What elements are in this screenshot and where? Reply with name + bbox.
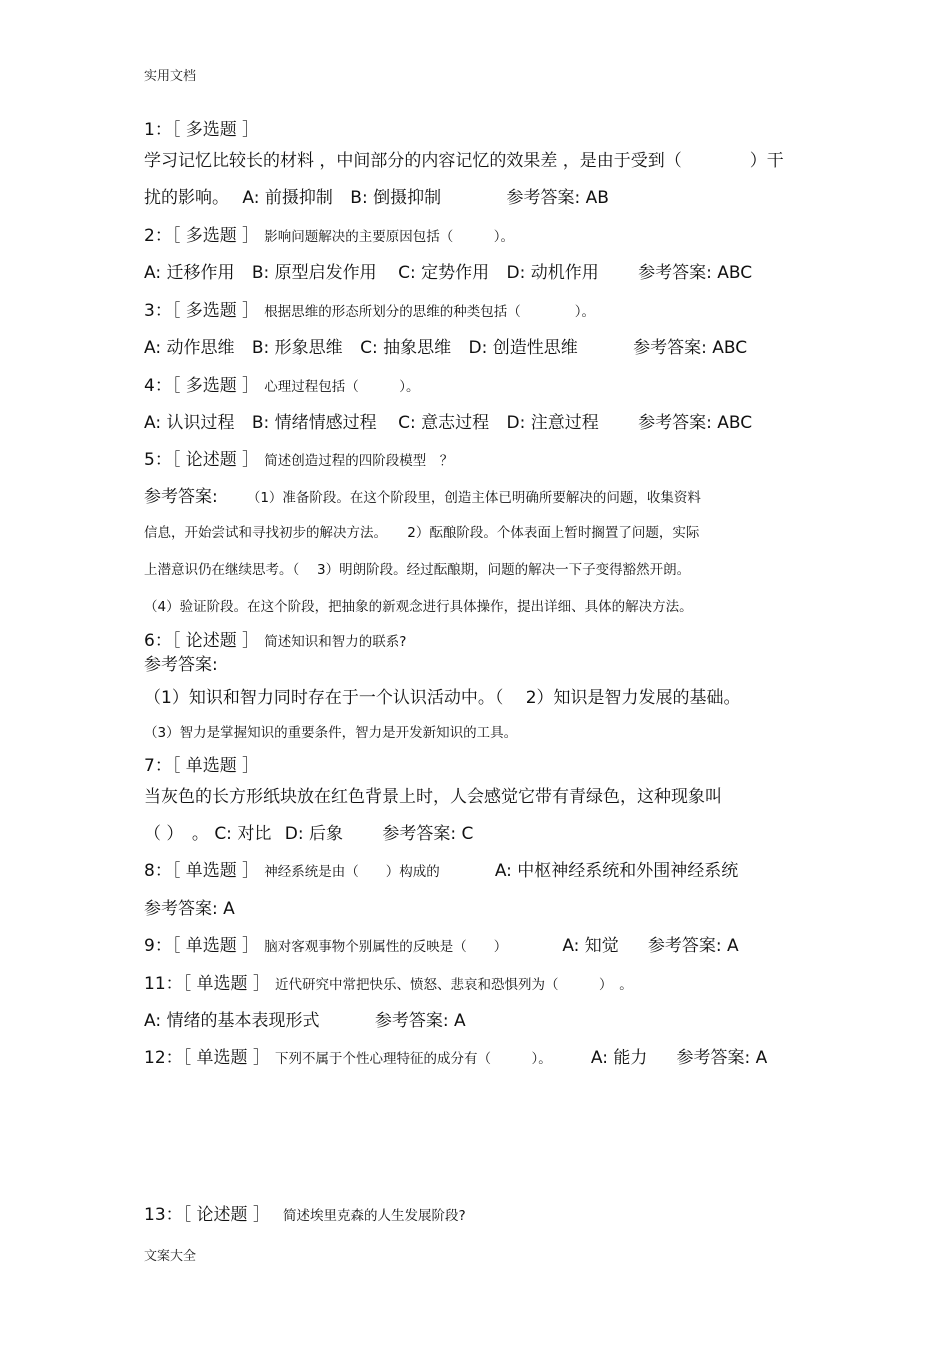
question-8-answer: 参考答案: A: [144, 899, 235, 919]
question-2-option-a: A: 迁移作用: [144, 263, 235, 283]
question-7-blank: （ ） 。: [144, 824, 209, 844]
question-2-answer: 参考答案: ABC: [638, 263, 753, 283]
question-7-option-d: D: 后象: [284, 824, 343, 844]
question-9-stem: 脑对客观事物个别属性的反映是（ ）: [264, 939, 508, 955]
question-9-answer: 参考答案: A: [647, 936, 739, 956]
question-12-stem: 下列不属于个性心理特征的成分有（ ）。: [275, 1051, 552, 1067]
question-5-answer-text-3: 上潜意识仍在继续思考。（ 3）明朗阶段。经过酝酿期，问题的解决一下子变得豁然开朗。: [144, 562, 691, 578]
question-12-option-a: A: 能力: [590, 1048, 648, 1068]
question-4-answer: 参考答案: ABC: [638, 413, 753, 433]
question-5-answer-text-1: （1）准备阶段。在这个阶段里，创造主体已明确所要解决的问题，收集资料: [246, 490, 701, 506]
question-1-option-a: A: 前摄抑制: [242, 188, 333, 208]
question-12-answer: 参考答案: A: [676, 1048, 768, 1068]
page-header: 实用文档: [144, 69, 197, 84]
question-11-header: [144, 976, 633, 993]
question-2-stem: 影响问题解决的主要原因包括（ ）。: [264, 229, 514, 245]
question-2-option-d: D: 动机作用: [506, 263, 599, 283]
question-1-text-line2: 扰的影响。: [144, 188, 229, 208]
question-4-options: [144, 415, 752, 432]
question-3-stem: 根据思维的形态所划分的思维的种类包括（ ）。: [264, 304, 595, 320]
question-4-title: 4：［ 多选题 ］: [144, 376, 260, 396]
question-4-option-c: C: 意志过程: [398, 413, 490, 433]
question-5-answer-line-1: [144, 489, 701, 506]
question-2-option-c: C: 定势作用: [398, 263, 490, 283]
question-4-option-a: A: 认识过程: [144, 413, 235, 433]
question-2-header: [144, 228, 514, 245]
question-7-answer: 参考答案: C: [382, 824, 474, 844]
question-6-title: 6：［ 论述题 ］: [144, 631, 260, 651]
question-11-option-a: A: 情绪的基本表现形式: [144, 1011, 320, 1031]
question-7-options: [144, 826, 473, 843]
question-1-title: 1：［ 多选题 ］: [144, 120, 260, 140]
question-5-answer-text-4: （4）验证阶段。在这个阶段，把抽象的新观念进行具体操作，提出详细、具体的解决方法。: [144, 599, 693, 615]
question-5-stem: 简述创造过程的四阶段模型 ？: [264, 453, 454, 469]
question-13-header: [144, 1207, 466, 1224]
question-5-title: 5：［ 论述题 ］: [144, 450, 260, 470]
question-11-answer: 参考答案: A: [374, 1011, 466, 1031]
question-8-stem: 神经系统是由（ ）构成的: [264, 864, 440, 880]
question-3-option-a: A: 动作思维: [144, 338, 235, 358]
question-2-title: 2：［ 多选题 ］: [144, 226, 260, 246]
question-4-option-d: D: 注意过程: [506, 413, 599, 433]
question-9-option-a: A: 知觉: [562, 936, 619, 956]
question-5-answer-label: 参考答案:: [144, 487, 218, 507]
question-3-option-b: B: 形象思维: [251, 338, 343, 358]
question-3-option-c: C: 抽象思维: [360, 338, 452, 358]
question-11-title: 11：［ 单选题 ］: [144, 974, 270, 994]
question-3-options: [144, 340, 747, 357]
question-7-option-c: C: 对比: [214, 824, 272, 844]
question-12-title: 12：［ 单选题 ］: [144, 1048, 270, 1068]
question-7-text: 当灰色的长方形纸块放在红色背景上时，人会感觉它带有青绿色，这种现象叫: [144, 787, 722, 807]
question-4-header: [144, 378, 419, 395]
question-2-option-b: B: 原型启发作用: [251, 263, 377, 283]
question-6-answer-label: 参考答案:: [144, 655, 218, 675]
question-2-options: [144, 265, 752, 282]
question-1-answer: 参考答案: AB: [506, 188, 609, 208]
question-3-header: [144, 303, 595, 320]
question-8-option-a: A: 中枢神经系统和外围神经系统: [494, 861, 739, 881]
question-4-option-b: B: 情绪情感过程: [251, 413, 377, 433]
question-13-stem: 简述埃里克森的人生发展阶段?: [283, 1208, 466, 1224]
question-11-options: [144, 1013, 466, 1030]
question-7-title: 7：［ 单选题 ］: [144, 756, 260, 776]
question-9-header: [144, 938, 739, 955]
question-4-stem: 心理过程包括（ ）。: [264, 379, 420, 395]
question-13-title: 13：［ 论述题 ］: [144, 1205, 270, 1225]
question-6-stem: 简述知识和智力的联系?: [264, 634, 407, 650]
question-1-options: [144, 190, 609, 207]
question-1-option-b: B: 倒摄抑制: [350, 188, 442, 208]
question-11-stem: 近代研究中常把快乐、愤怒、悲哀和恐惧列为（ ） 。: [275, 977, 633, 993]
page-footer: 文案大全: [144, 1249, 197, 1264]
question-9-title: 9：［ 单选题 ］: [144, 936, 260, 956]
question-5-header: [144, 452, 453, 469]
question-5-answer-text-2: 信息，开始尝试和寻找初步的解决方法。 2）酝酿阶段。个体表面上暂时搁置了问题，实际: [144, 525, 700, 541]
question-3-title: 3：［ 多选题 ］: [144, 301, 260, 321]
question-8-title: 8：［ 单选题 ］: [144, 861, 260, 881]
question-12-header: [144, 1050, 767, 1067]
question-6-answer-text-1: （1）知识和智力同时存在于一个认识活动中。（ 2）知识是智力发展的基础。: [144, 688, 741, 708]
question-8-header: [144, 863, 738, 880]
question-1-text: 学习记忆比较长的材料 ，中间部分的内容记忆的效果差 ，是由于受到（ ）干: [144, 151, 784, 171]
question-3-option-d: D: 创造性思维: [468, 338, 578, 358]
question-6-answer-text-2: （3）智力是掌握知识的重要条件，智力是开发新知识的工具。: [144, 725, 518, 741]
question-3-answer: 参考答案: ABC: [633, 338, 748, 358]
question-6-header: [144, 633, 406, 650]
